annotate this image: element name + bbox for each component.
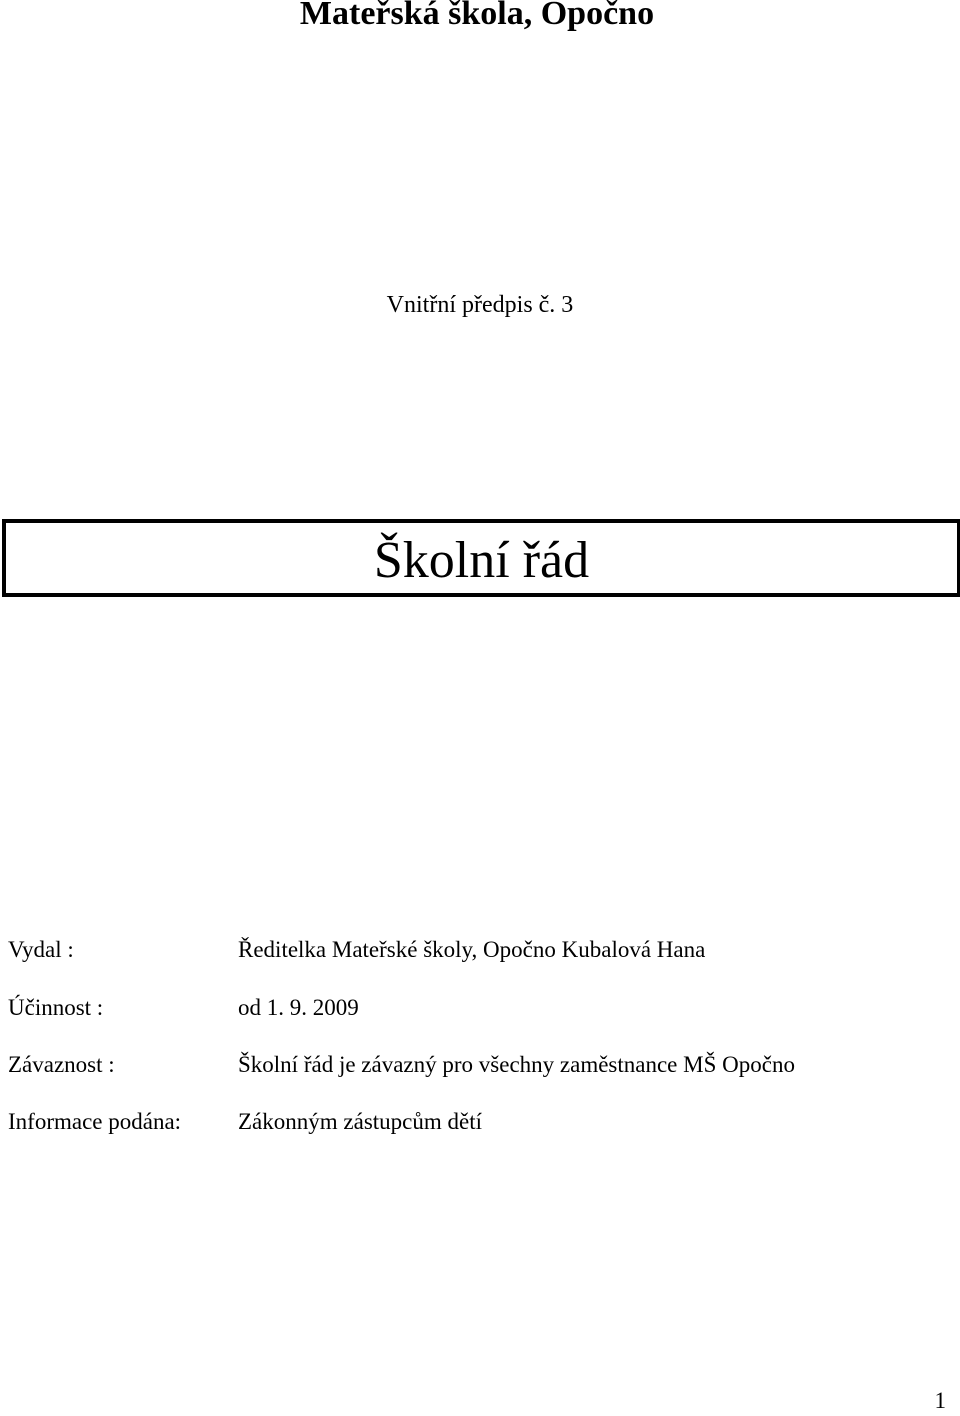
institution-title: Mateřská škola, Opočno: [299, 0, 655, 32]
info-row-issued-by: [8, 934, 948, 966]
info-row-informed: [8, 1106, 948, 1138]
info-value: Školní řád je závazný pro všechny zaměstnance MŠ Opočno: [238, 1052, 795, 1077]
info-label: Účinnost :: [8, 995, 104, 1020]
info-row-binding: [8, 1049, 948, 1081]
info-value: Ředitelka Mateřské školy, Opočno Kubalová Hana: [238, 937, 706, 962]
page-number: 1: [934, 1388, 946, 1413]
regulation-number: Vnitřní předpis č. 3: [386, 292, 574, 318]
info-value: od 1. 9. 2009: [238, 995, 359, 1020]
info-label: Informace podána:: [8, 1109, 182, 1134]
info-label: Závaznost :: [8, 1052, 115, 1077]
info-row-effective: [8, 992, 948, 1024]
document-title: Školní řád: [373, 532, 590, 589]
info-label: Vydal :: [8, 937, 74, 962]
info-value: Zákonným zástupcům dětí: [238, 1109, 482, 1134]
document-title-box: [2, 519, 960, 597]
